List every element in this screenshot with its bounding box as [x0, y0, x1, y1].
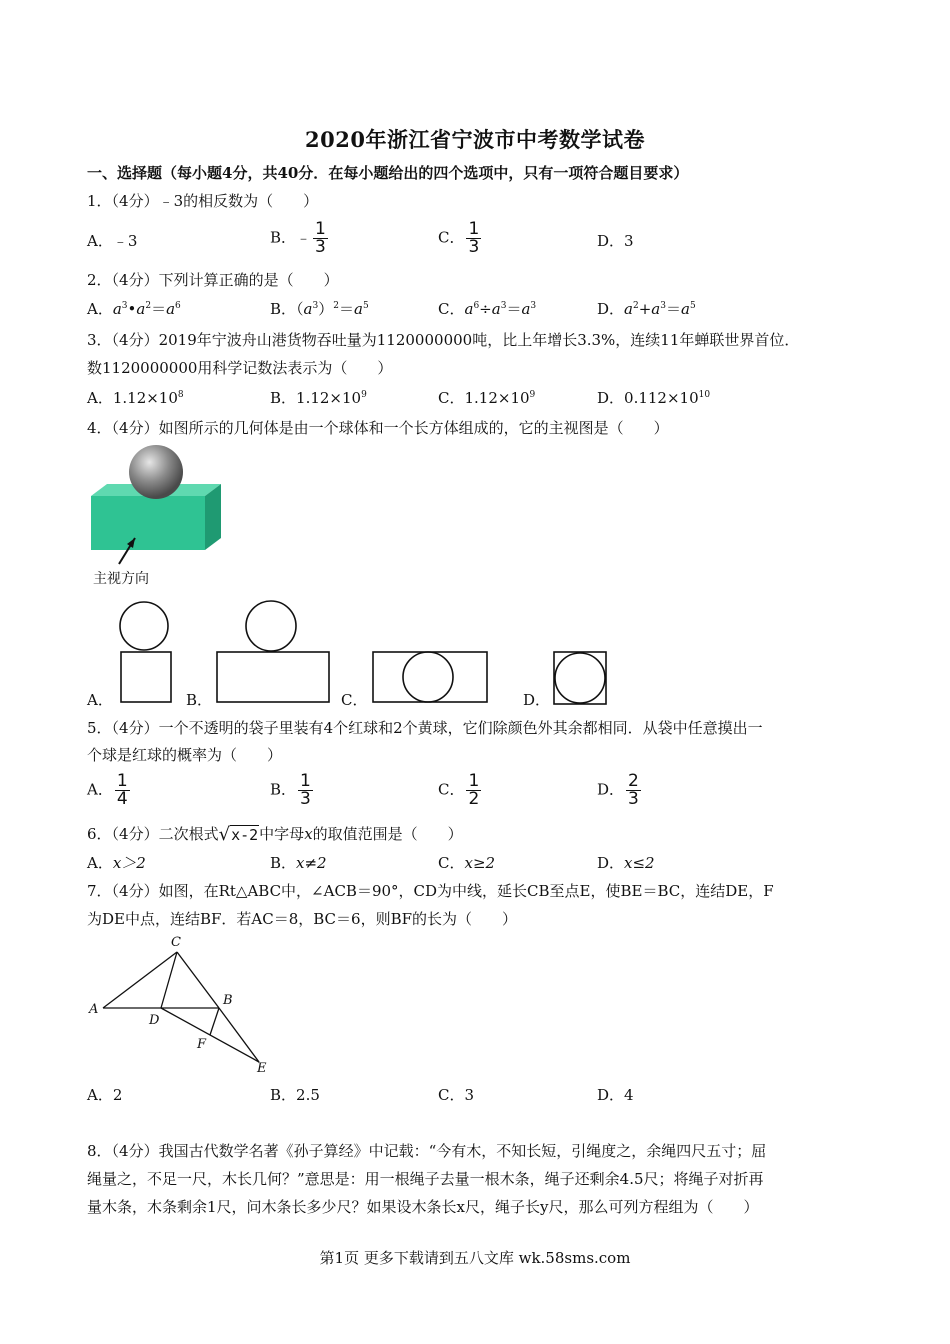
q5-c-num: 1 [468, 771, 480, 791]
q1-option-c [438, 221, 481, 256]
q5-c-label: C． [438, 780, 465, 799]
q2-option-a: A．$a^3•a^2=a^6$ [87, 300, 181, 318]
q8-line2: 绳量之，不足一尺，木长几何？”意思是：用一根绳子去量一根木条，绳子还剩余4.5尺；将绳子对折再 [87, 1170, 764, 1188]
q3-a-exp: 8 [177, 390, 184, 400]
q2-b-label: B． [270, 300, 297, 318]
segment-cd [161, 952, 177, 1008]
q4-option-a-label: A． [87, 691, 113, 709]
q6-stem [87, 824, 463, 845]
q3-c-base: 1.12×10 [464, 389, 530, 407]
option-c-rectangle [373, 652, 487, 702]
q4-option-d-figure [551, 650, 609, 706]
q1-c-fraction [466, 221, 481, 256]
q1-b-fraction [313, 221, 328, 256]
q5-d-label: D． [597, 780, 625, 799]
q4-option-b-figure [213, 600, 333, 706]
q3-option-c [438, 388, 535, 408]
q6-d-expr: x≤2 [624, 854, 655, 872]
segment-ac [103, 952, 177, 1008]
box-front-face [91, 496, 205, 550]
q4-option-a-figure [115, 600, 177, 706]
option-b-circle [246, 601, 296, 651]
section-heading: 一、选择题（每小题4分，共40分．在每小题给出的四个选项中，只有一项符合题目要求） [87, 164, 689, 182]
q3-option-d [597, 388, 710, 408]
q2-d-label: D． [597, 300, 625, 318]
q6-b-expr: x≠2 [296, 854, 327, 872]
q5-d-den: 3 [628, 789, 639, 809]
q6-option-a [87, 853, 146, 873]
q5-a-fraction [115, 773, 130, 808]
q6-a-label: A． [87, 854, 113, 872]
q7-option-a: A．2 [87, 1086, 123, 1104]
q4-solid-figure [87, 440, 227, 590]
q2-c-label: C． [438, 300, 465, 318]
segment-be [219, 1008, 259, 1062]
q7-stem-line2: 为DE中点，连结BF．若AC＝8，BC＝6，则BF的长为（ ） [87, 910, 518, 928]
page-footer: 第1页 更多下载请到五八文库 wk.58sms.com [319, 1249, 631, 1267]
q6-option-b [270, 853, 327, 873]
q5-c-fraction [466, 773, 481, 808]
q3-b-exp: 9 [361, 390, 367, 400]
q7-option-c: C．3 [438, 1086, 475, 1104]
q1-option-b [270, 221, 328, 256]
q1-b-label: B．﹣ [270, 228, 312, 247]
q5-c-den: 2 [468, 789, 480, 809]
q1-option-a: A．﹣3 [87, 232, 138, 250]
q4-stem: 4．（4分）如图所示的几何体是由一个球体和一个长方体组成的，它的主视图是（ ） [87, 419, 669, 437]
q3-option-a [87, 388, 184, 408]
q1-b-num: 1 [315, 219, 326, 239]
q6-stem-end: 的取值范围是（ ） [312, 825, 463, 843]
q5-b-num: 1 [300, 771, 311, 791]
q6-b-label: B． [270, 854, 297, 872]
q7-triangle-figure [87, 932, 277, 1074]
q5-a-label: A． [87, 780, 113, 799]
q5-b-fraction [298, 773, 313, 808]
q5-option-b [270, 773, 313, 808]
q4-option-c-figure [369, 650, 491, 706]
q3-c-exp: 9 [529, 390, 536, 400]
segment-cb [177, 952, 219, 1008]
q6-a-expr: x＞2 [112, 854, 146, 872]
sphere [129, 445, 183, 499]
q6-stem-pre: 6．（4分）二次根式 [87, 825, 219, 843]
q6-stem-post: 中字母 [259, 825, 305, 843]
q2-option-c: C．$a^6\div a^3=a^3$ [438, 300, 537, 318]
q6-c-label: C． [438, 854, 465, 872]
option-c-circle [403, 652, 453, 702]
label-f: F [197, 1037, 207, 1052]
q2-option-d: D．$a^2+a^3=a^5$ [597, 300, 696, 318]
q3-stem-line2: 数1120000000用科学记数法表示为（ ） [87, 359, 393, 377]
sqrt-sign: √ [218, 824, 231, 845]
q3-option-b [270, 388, 367, 408]
label-b: B [223, 993, 233, 1008]
q1-b-den: 3 [315, 237, 326, 257]
q1-c-den: 3 [468, 237, 480, 257]
q1-stem: 1．（4分）﹣3的相反数为（ ） [87, 192, 319, 210]
q3-d-base: 0.112×10 [624, 389, 699, 407]
q3-d-exp: 10 [698, 390, 711, 400]
q6-option-c [438, 853, 495, 873]
q7-stem-line1: 7．（4分）如图，在Rt△ABC中，∠ACB＝90°，CD为中线，延长CB至点E，使BE＝BC，连结DE，F [87, 882, 774, 900]
option-d-circle [555, 653, 605, 703]
segment-bf [210, 1008, 219, 1035]
q5-b-label: B． [270, 780, 297, 799]
q4-option-c-label: C． [341, 691, 368, 709]
q3-b-label: B． [270, 389, 297, 407]
q7-option-d: D．4 [597, 1086, 634, 1104]
q7-option-b: B．2.5 [270, 1086, 320, 1104]
q3-d-label: D． [597, 389, 625, 407]
q6-var: x [304, 825, 313, 843]
q5-d-num: 2 [628, 771, 639, 791]
q2-a-label: A． [87, 300, 113, 318]
q3-b-base: 1.12×10 [296, 389, 362, 407]
option-b-rectangle [217, 652, 329, 702]
option-a-circle [120, 602, 168, 650]
q4-option-d-label: D． [523, 691, 551, 709]
q6-c-expr: x≥2 [464, 854, 496, 872]
q6-d-label: D． [597, 854, 625, 872]
q8-line3: 量木条，木条剩余1尺，问木条长多少尺？如果设木条长x尺，绳子长y尺，那么可列方程组为（ ） [87, 1198, 759, 1216]
label-c: C [171, 935, 181, 950]
q2-stem: 2．（4分）下列计算正确的是（ ） [87, 271, 339, 289]
q5-b-den: 3 [300, 789, 311, 809]
q1-c-num: 1 [468, 219, 480, 239]
view-direction-label: 主视方向 [93, 571, 149, 587]
q1-option-d: D．3 [597, 232, 634, 250]
q8-line1: 8．（4分）我国古代数学名著《孙子算经》中记载：“今有木，不知长短，引绳度之，余绳四尺五寸；屈 [87, 1142, 767, 1160]
label-d: D [149, 1013, 160, 1028]
q3-a-base: 1.12×10 [112, 389, 178, 407]
q3-stem-line1: 3．（4分）2019年宁波舟山港货物吞吐量为1120000000吨，比上年增长3.3%，连续11年蝉联世界首位． [87, 331, 800, 349]
q6-option-d [597, 853, 655, 873]
q3-a-label: A． [87, 389, 113, 407]
q5-d-fraction [626, 773, 641, 808]
q5-option-d [597, 773, 641, 808]
q5-option-c [438, 773, 481, 808]
q2-option-b: B．$(a^3)^2=a^5$ [270, 300, 369, 318]
q1-c-label: C． [438, 228, 465, 247]
page-title: 2020年浙江省宁波市中考数学试卷 [305, 127, 645, 152]
q5-a-num: 1 [116, 771, 128, 791]
label-a: A [89, 1002, 99, 1017]
q6-radical [219, 825, 260, 845]
q5-stem-line1: 5．（4分）一个不透明的袋子里装有4个红球和2个黄球，它们除颜色外其余都相同．从袋中任意摸出一 [87, 719, 763, 737]
q4-option-b-label: B． [186, 691, 213, 709]
q6-radicand: x-2 [231, 826, 259, 844]
q5-stem-line2: 个球是红球的概率为（ ） [87, 746, 283, 764]
option-a-square [121, 652, 171, 702]
label-e: E [257, 1061, 267, 1074]
q5-option-a [87, 773, 130, 808]
q5-a-den: 4 [116, 789, 128, 809]
q3-c-label: C． [438, 389, 465, 407]
